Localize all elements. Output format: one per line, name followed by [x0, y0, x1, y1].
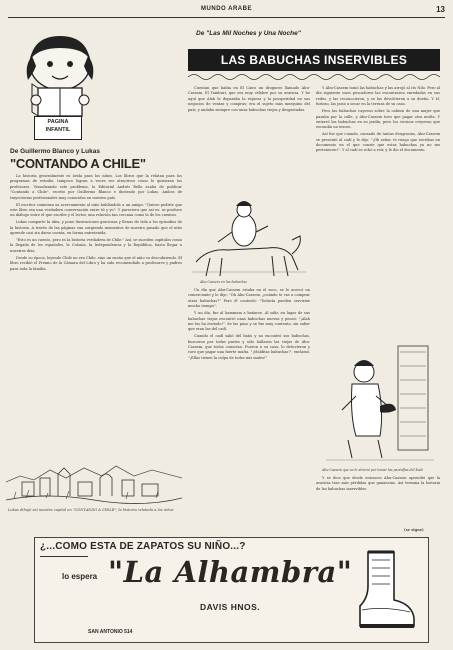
story-source-subtitle: De "Las Mil Noches y Una Noche" [196, 30, 301, 37]
left-article-byline: De Guillermo Blanco y Lukas [10, 148, 100, 155]
story-column-1 [188, 86, 310, 190]
paragraph: "Esto es un cuento, pero es la historia verdadera de Chile." Así, se suceden capítulos como la llegada de los españoles, la Colonia, la Independencia y la República, hasta llegar a nuestros días. [10, 237, 182, 253]
ad-headline: ¿...COMO ESTA DE ZAPATOS SU NIÑO...? [40, 541, 246, 552]
pagina-infantil-badge: PAGINA INFANTIL [34, 116, 82, 140]
ad-brand-name: "La Alhambra" [108, 555, 353, 589]
paragraph: Desde su época, leyendo Chile no era Chile, sino un sueño que el niño va descubriendo. El libro recibió el Premio de la Cámara del Libro y ha sido recomendado a profesores y padres para toda la familia. [10, 255, 182, 271]
paragraph: La historia generalmente es árida para los niños. Los libros que la relatan para los programas de estudio, tampoco logran a veces ser atractivos como lo quisieran los profesores. Visualizando este problema, la Editorial Andrés Bello acaba de publicar "Contando a Chile", escrito por Guillermo Blanco e ilustrado por Lukas. Ambos de trayectorias profesionales muy conocidas en nuestro país. [10, 174, 182, 200]
paragraph: Pero las babuchas cayeron sobre la cabeza de una mujer que pasaba por la calle, y Abu-Cassem tuvo que pagar otra multa. Y enterró las babuchas en su jardín, pero los vecinos creyeron que escondía un tesoro. [316, 109, 440, 130]
paragraph: Cuentan que había en El Cairo un droguero llamado Abu-Cassem. El Tamburi, que era muy célebre por su avaricia. Y he aquí que Alah le deparaba la riqueza y la prosperidad en sus negocios de ventas y compras; era el sujeto más mezquino del país, y andaba siempre con unas babuchas viejas y desgastadas. [188, 86, 310, 112]
horse-illustration-caption: Abu-Cassem en las babuchas [200, 280, 247, 284]
slipper-illustration-caption: Abu-Cassem que se le atrevió por tomar las pantuflas del Kadi [322, 468, 423, 472]
left-article-title: "CONTANDO A CHILE" [10, 156, 146, 171]
story-column-1b [188, 288, 310, 528]
paragraph: Un día que Abu-Cassem estaba en el zoco, se le acercó un comerciante y le dijo: "Oh Abu-Cassem, ¿cuándo te vas a comprar otras babuchas?" Pero él contestó: "Todavía pueden servirme mucho tiempo". [188, 288, 310, 309]
page-number: 13 [436, 5, 445, 14]
boot-illustration [354, 546, 418, 632]
story-continued-note: (se sigue) [404, 528, 424, 532]
ad-address: SAN ANTONIO 514 [88, 629, 133, 635]
section-name: MUNDO ARABE [201, 6, 252, 12]
decorative-border [188, 72, 440, 82]
paragraph: Cuando el cadí salió del baño y no encontró sus babuchas, buscaron por todas partes y sólo hallaron las viejas de Abu-Cassem, que todos conocían. Fueron a su casa, lo detuvieron y tuvo que pagar una fuerte multa. "¡Malditas babuchas!", exclamó. "¡Ellas tienen la culpa de todos mis males!" [188, 334, 310, 360]
story-title-banner: LAS BABUCHAS INSERVIBLES [188, 49, 440, 71]
paragraph: El escritor comienza su acercamiento al niño hablándole a un amigo: "Quiero pedirte que este libro sea una verdadera conversación entre tú y yo". Y pareciera que así es: se produce un diálogo entre el que escribe y el lector, una relación tan cercana como la de los cuentos. [10, 202, 182, 218]
abu-cassem-horse-illustration [188, 192, 310, 278]
left-illustration-caption: Lukas dibujó así nuestra capital en "CONTANDO A CHILE"; la historia relatada a los niños [8, 508, 174, 512]
paragraph: Y se dice que desde entonces Abu-Cassem aprendió que la avaricia trae más pérdidas que ganancias. Así termina la historia de las babuchas inservibles. [316, 476, 440, 491]
ad-company-name: DAVIS HNOS. [200, 602, 261, 612]
story-column-2 [316, 86, 440, 334]
left-article-body [10, 174, 182, 444]
ad-espera-text: lo espera [62, 572, 98, 581]
paragraph: Lukas comparte la idea, y pone ilustraciones graciosas y llenas de vida a los episodios de la historia. A través de las páginas van surgiendo momentos de nuestro pasado que el niño aprende casi sin darse cuenta, en forma entretenida. [10, 220, 182, 236]
abu-cassem-slipper-illustration [322, 336, 438, 466]
paragraph: Y Abu-Cassem tomó las babuchas y las arrojó al río Nilo. Pero al día siguiente unos pescadores las encontraron enredadas en sus redes, y las reconocieron, y se las devolvieron a su dueño. Y él, furioso, las puso a secar en la terraza de su casa. [316, 86, 440, 107]
paragraph: Así fue que cuando, cansado de tantas desgracias, Abu-Cassem se presentó al cadí y le dijo: "¡Oh señor, te ruego que escribas un documento en el que conste que estas babuchas ya no me pertenecen!". Y el cadí se echó a reír, y le dio el documento. [316, 132, 440, 153]
ad-rule [40, 556, 88, 557]
running-header [8, 5, 445, 18]
story-column-2b [316, 476, 440, 526]
santiago-sketch-illustration [6, 448, 182, 506]
paragraph: Y un día, fue al hammam a bañarse. Al salir, en lugar de sus babuchas viejas encontró unas babuchas nuevas y pensó: "¡Alah me las ha enviado!". Se las puso y se fue muy contento, sin saber que eran las del cadí. [188, 311, 310, 332]
